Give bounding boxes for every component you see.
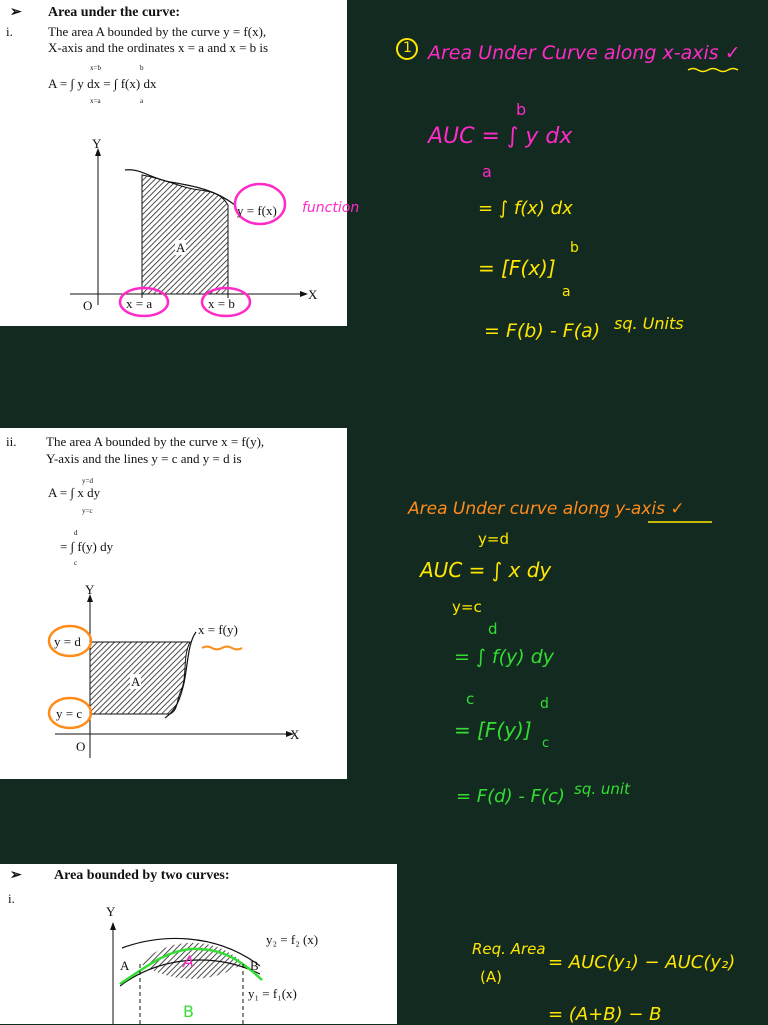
auc-limit-lower: a — [482, 162, 492, 181]
y-axis-label: Y — [92, 136, 102, 151]
limit-upper: b — [140, 64, 144, 72]
item-number: i. — [6, 24, 13, 39]
curve-label: y = f(x) — [237, 203, 277, 218]
auc-step: = ∫ f(y) dy — [454, 646, 555, 668]
req-area-label: Req. Area — [472, 940, 546, 958]
note-title: Area Under curve along y-axis ✓ — [408, 499, 685, 519]
area-formula: A = ∫ x dy — [48, 485, 101, 500]
bracket-sup: d — [540, 696, 549, 712]
point-b-label: B — [250, 958, 259, 973]
area-formula: = ∫ f(y) dy — [60, 539, 114, 554]
textbook-panel-area-along-y — [0, 428, 347, 779]
textbook-panel-area-under-curve — [0, 0, 347, 326]
y-axis-label: Y — [85, 582, 95, 597]
description-line: X-axis and the ordinates x = a and x = b is — [48, 40, 269, 55]
description-line: The area A bounded by the curve x = f(y), — [46, 434, 265, 449]
limit-upper: d — [488, 620, 498, 638]
origin-label: O — [76, 739, 86, 754]
auc-limit-lower: y=c — [452, 598, 482, 616]
item-number: i. — [8, 891, 15, 906]
req-area-symbol: (A) — [480, 968, 502, 986]
auc-result: = F(b) - F(a) — [484, 320, 601, 342]
limit-lower: c — [74, 559, 78, 567]
graph-area-under-curve — [0, 0, 347, 326]
region-label: A — [131, 674, 141, 689]
line-label-d: y = d — [54, 634, 81, 649]
line-label-c: y = c — [56, 706, 83, 721]
auc-result: = F(d) - F(c) — [456, 786, 565, 807]
auc-formula: AUC = ∫ x dy — [420, 558, 552, 582]
note-number: 1 — [403, 40, 412, 56]
y-axis-label: Y — [106, 904, 116, 919]
curve1-label: y₁ = f₁(x) — [248, 986, 297, 1001]
limit-lower: y=c — [82, 507, 93, 515]
handwritten-label-b: B — [183, 1002, 194, 1021]
unit-note: sq. unit — [574, 780, 630, 798]
textbook-panel-two-curves — [0, 864, 397, 1024]
item-number: ii. — [6, 434, 17, 449]
graph-two-curves — [0, 864, 397, 1024]
bracket-sub: c — [542, 736, 550, 751]
auc-formula: AUC = ∫ y dx — [428, 124, 573, 149]
limit-upper: d — [74, 529, 78, 537]
x-axis-label: X — [290, 727, 300, 742]
limit-upper: x=b — [90, 64, 101, 72]
curve-label: x = f(y) — [198, 622, 238, 637]
area-simplified: = (A+B) − B — [548, 1004, 662, 1025]
area-difference: = AUC(y₁) − AUC(y₂) — [548, 952, 736, 973]
origin-label: O — [83, 298, 93, 313]
ordinate-label-b: x = b — [208, 296, 235, 311]
section-heading: Area bounded by two curves: — [54, 868, 230, 883]
function-note: function — [302, 200, 360, 216]
x-axis-label: X — [308, 287, 318, 302]
auc-limit-upper: b — [516, 100, 527, 119]
description-line: The area A bounded by the curve y = f(x), — [48, 24, 267, 39]
limit-upper: y=d — [82, 477, 93, 485]
limit-lower: c — [466, 690, 475, 708]
curve2-label: y₂ = f₂ (x) — [266, 932, 319, 947]
unit-note: sq. Units — [614, 314, 684, 333]
auc-step: = [F(y)] — [454, 718, 532, 742]
point-a-label: A — [120, 958, 130, 973]
ordinate-label-a: x = a — [126, 296, 153, 311]
bullet: ➢ — [10, 5, 22, 20]
bracket-sub: a — [562, 284, 571, 300]
limit-lower: a — [140, 97, 144, 105]
region-label: A — [176, 240, 186, 255]
handwritten-label-a: A — [183, 952, 194, 971]
description-line: Y-axis and the lines y = c and y = d is — [46, 451, 242, 466]
note-title: Area Under Curve along x-axis ✓ — [428, 42, 741, 64]
auc-step: = [F(x)] — [478, 256, 556, 280]
bracket-sup: b — [570, 240, 579, 256]
limit-lower: x=a — [90, 97, 101, 105]
bullet: ➢ — [10, 868, 22, 883]
auc-step: = ∫ f(x) dx — [478, 198, 573, 219]
area-formula: A = ∫ y dx = ∫ f(x) dx — [48, 76, 157, 91]
section-heading: Area under the curve: — [48, 5, 181, 20]
auc-limit-upper: y=d — [478, 530, 509, 548]
